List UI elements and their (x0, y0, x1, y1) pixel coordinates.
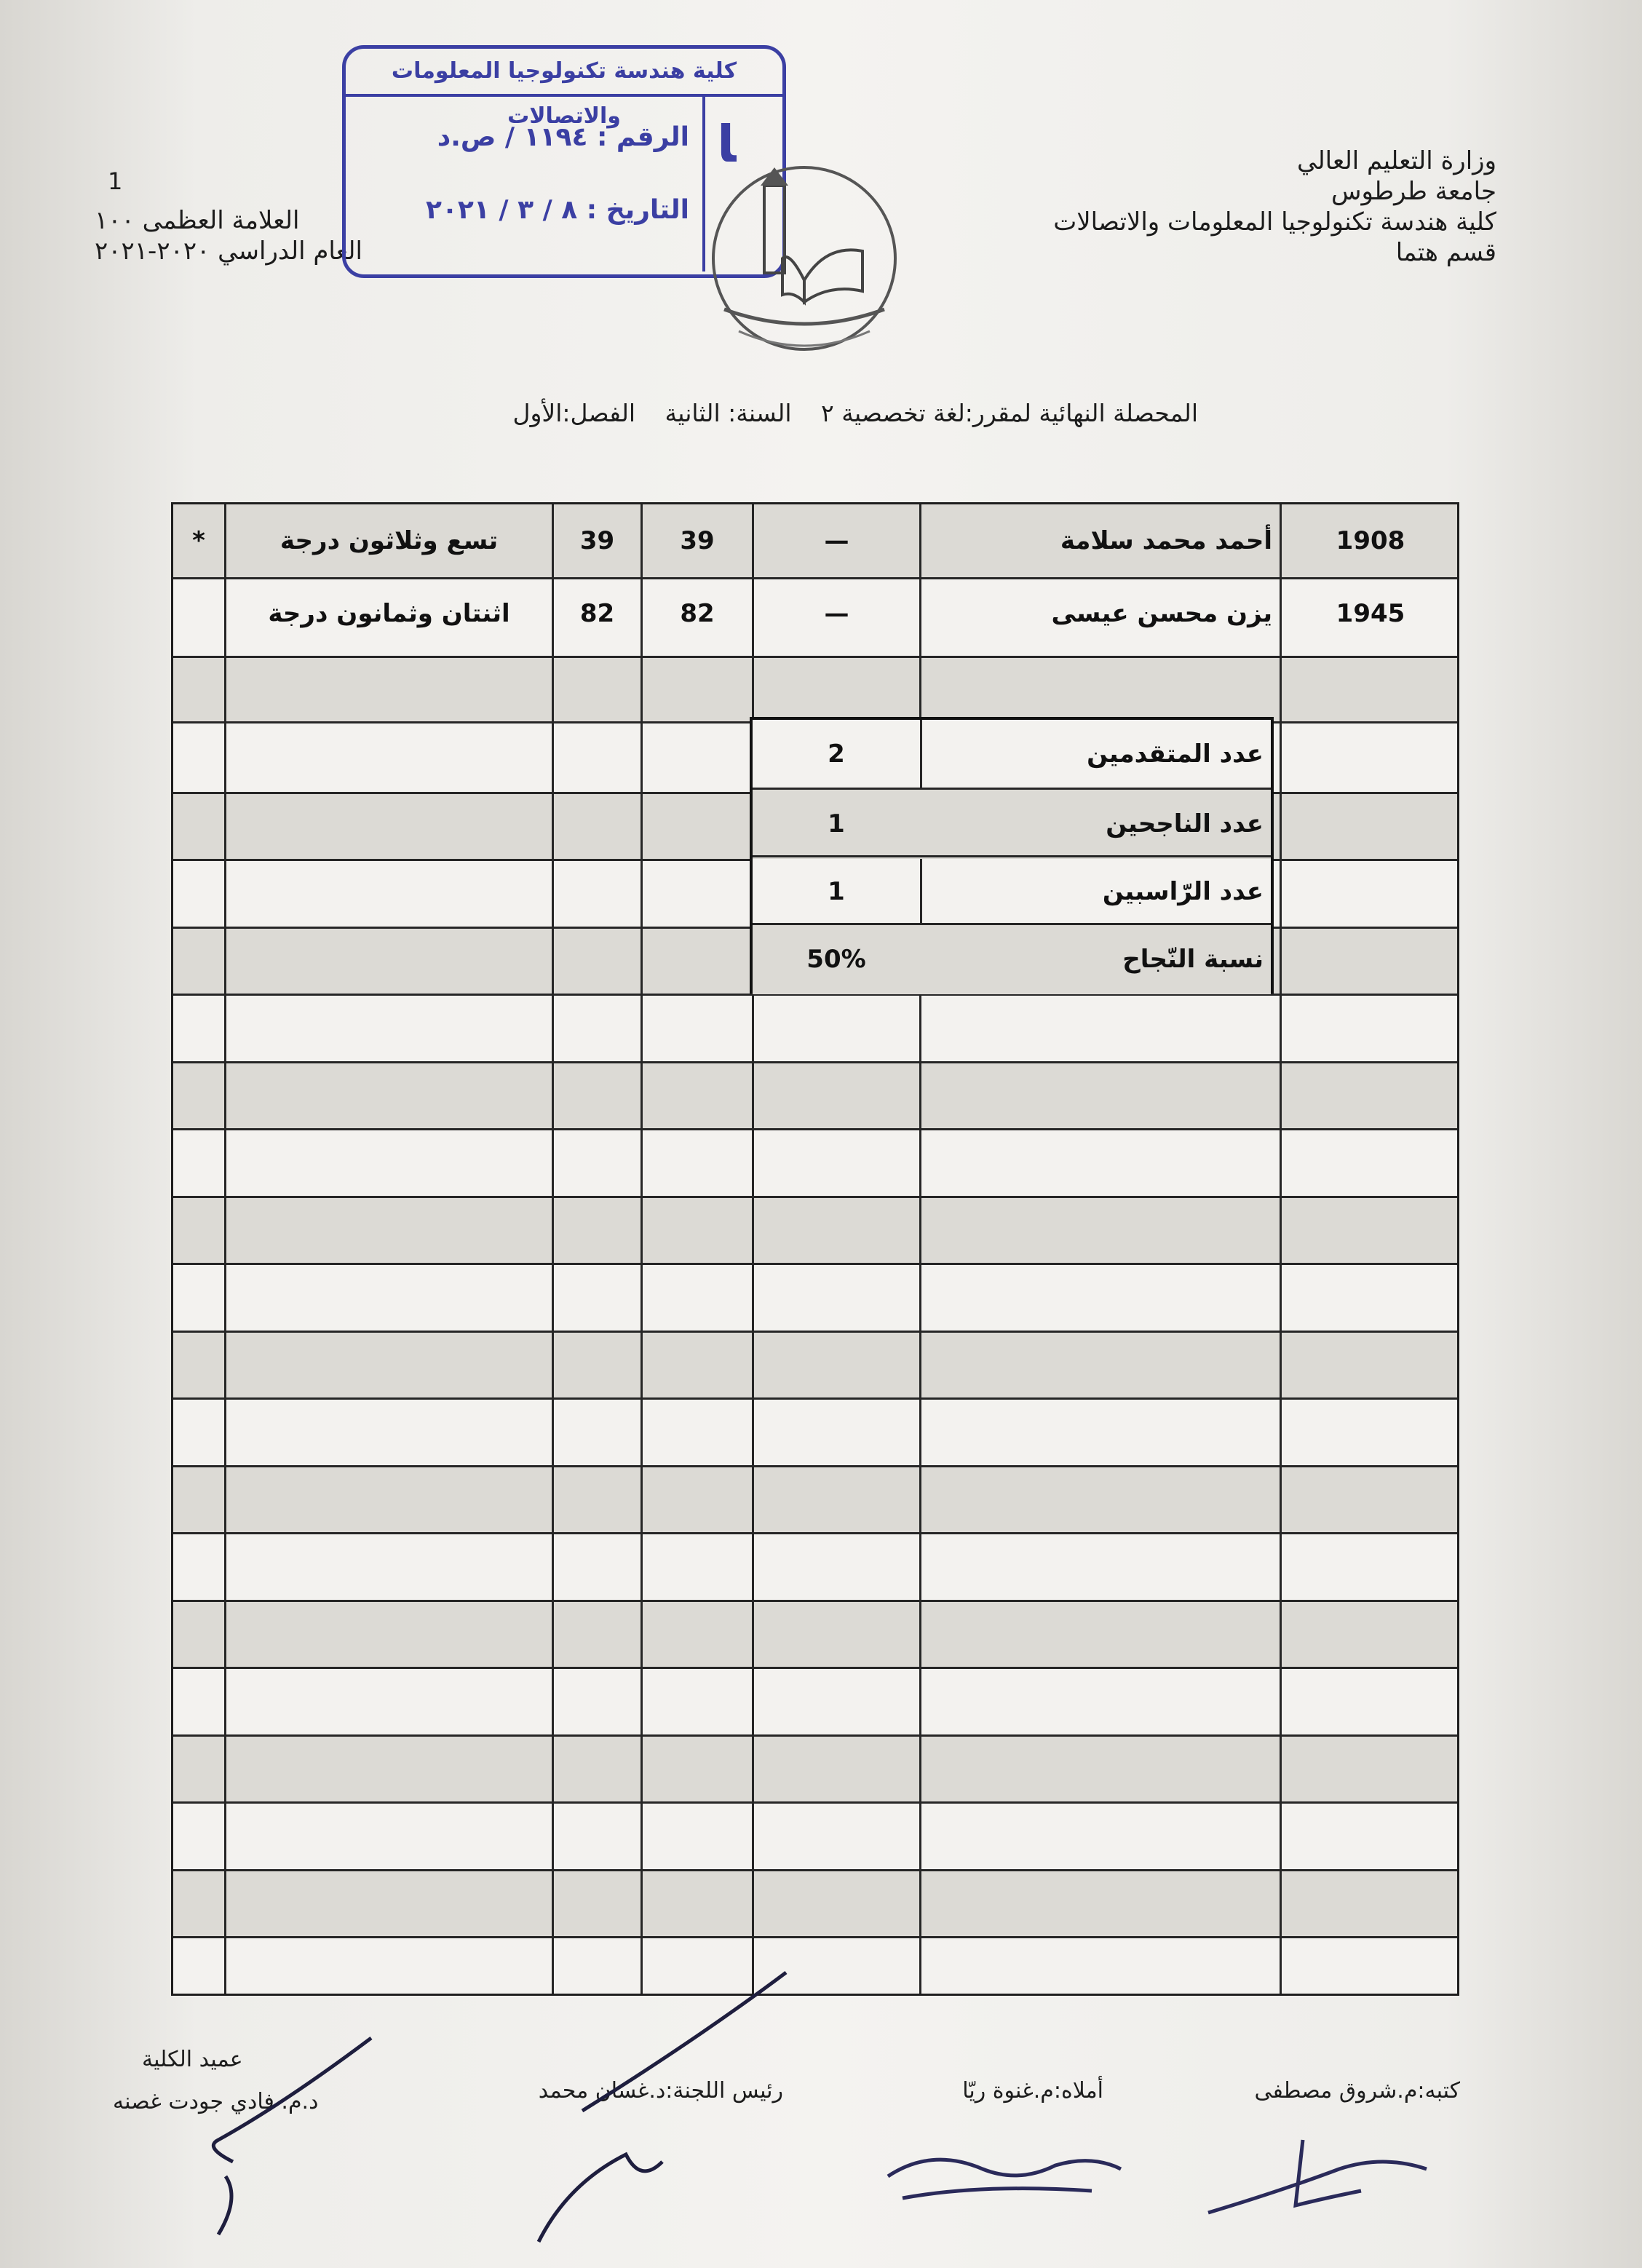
failed-marker: * (192, 526, 205, 555)
written-by: كتبه:م.شروق مصطفى (1254, 2078, 1460, 2104)
practical-mark: — (824, 526, 849, 555)
pass-rate: 50% (806, 945, 866, 974)
exam-mark: 39 (680, 526, 715, 555)
dean-title: عميد الكلية (142, 2047, 243, 2072)
faculty-line: كلية هندسة تكنولوجيا المعلومات والاتصالات (1053, 207, 1496, 237)
total-mark: 39 (579, 526, 615, 555)
signature-committee-head-icon (495, 1965, 801, 2256)
semester: الفصل:الأول (512, 399, 636, 427)
failed-label: عدد الرّاسبين (1102, 877, 1264, 906)
university-logo-icon (695, 164, 913, 357)
student-id: 1945 (1336, 599, 1405, 628)
rate-label: نسبة النّجاح (1122, 945, 1264, 974)
university-line: جامعة طرطوس (1331, 177, 1496, 206)
dictated-by: أملاه:م.غنوة ريّا (962, 2078, 1103, 2104)
failed-row (753, 855, 1271, 927)
applicants-row (753, 720, 1271, 789)
exam-info (95, 205, 362, 266)
dean-name: د.م. فادي جودت غصنه (113, 2089, 319, 2114)
student-name: أحمد محمد سلامة (1060, 526, 1272, 555)
practical-mark: — (824, 599, 849, 628)
student-id: 1908 (1336, 526, 1405, 555)
committee-head: رئيس اللجنة:د.غسان محمد (538, 2078, 783, 2104)
applicants-label: عدد المتقدمين (1087, 740, 1264, 769)
academic-year: العام الدراسي ٢٠٢٠-٢٠٢١ (95, 237, 362, 266)
signature-dictated-by-icon (873, 2133, 1135, 2213)
mark-in-words: اثنتان وثمانون درجة (268, 599, 510, 628)
stamp-faculty: كلية هندسة تكنولوجيا المعلومات والاتصالات (346, 49, 782, 97)
failed-count: 1 (828, 877, 845, 906)
institution-header (1053, 146, 1496, 268)
ministry-line: وزارة التعليم العالي (1296, 146, 1496, 175)
stamp-number: الرقم : ١١٩٤ / ص.د (437, 122, 689, 152)
stamp-date: التاريخ : ٨ / ٣ / ٢٠٢١ (425, 195, 689, 225)
max-mark: العلامة العظمى ١٠٠ (95, 206, 300, 235)
passed-count: 1 (828, 809, 845, 838)
department-line: قسم هتما (1395, 238, 1496, 267)
exam-mark: 82 (680, 599, 715, 628)
report-title (491, 399, 1199, 427)
rate-row (753, 923, 1271, 994)
course-title: المحصلة النهائية لمقرر:لغة تخصصية ٢ (821, 399, 1198, 427)
signature-dean-icon (175, 2031, 386, 2249)
signature-written-by-icon (1194, 2125, 1441, 2227)
page-number: 1 (108, 167, 123, 195)
applicants-count: 2 (828, 740, 845, 769)
stamp-emblem-icon: ﺎ (717, 114, 737, 174)
passed-row (753, 788, 1271, 859)
summary-box (750, 717, 1274, 994)
student-name: يزن محسن عيسى (1051, 599, 1272, 628)
passed-label: عدد الناجحين (1106, 809, 1264, 838)
total-mark: 82 (579, 599, 615, 628)
study-year: السنة: الثانية (665, 399, 792, 427)
mark-in-words: تسع وثلاثون درجة (279, 526, 499, 555)
